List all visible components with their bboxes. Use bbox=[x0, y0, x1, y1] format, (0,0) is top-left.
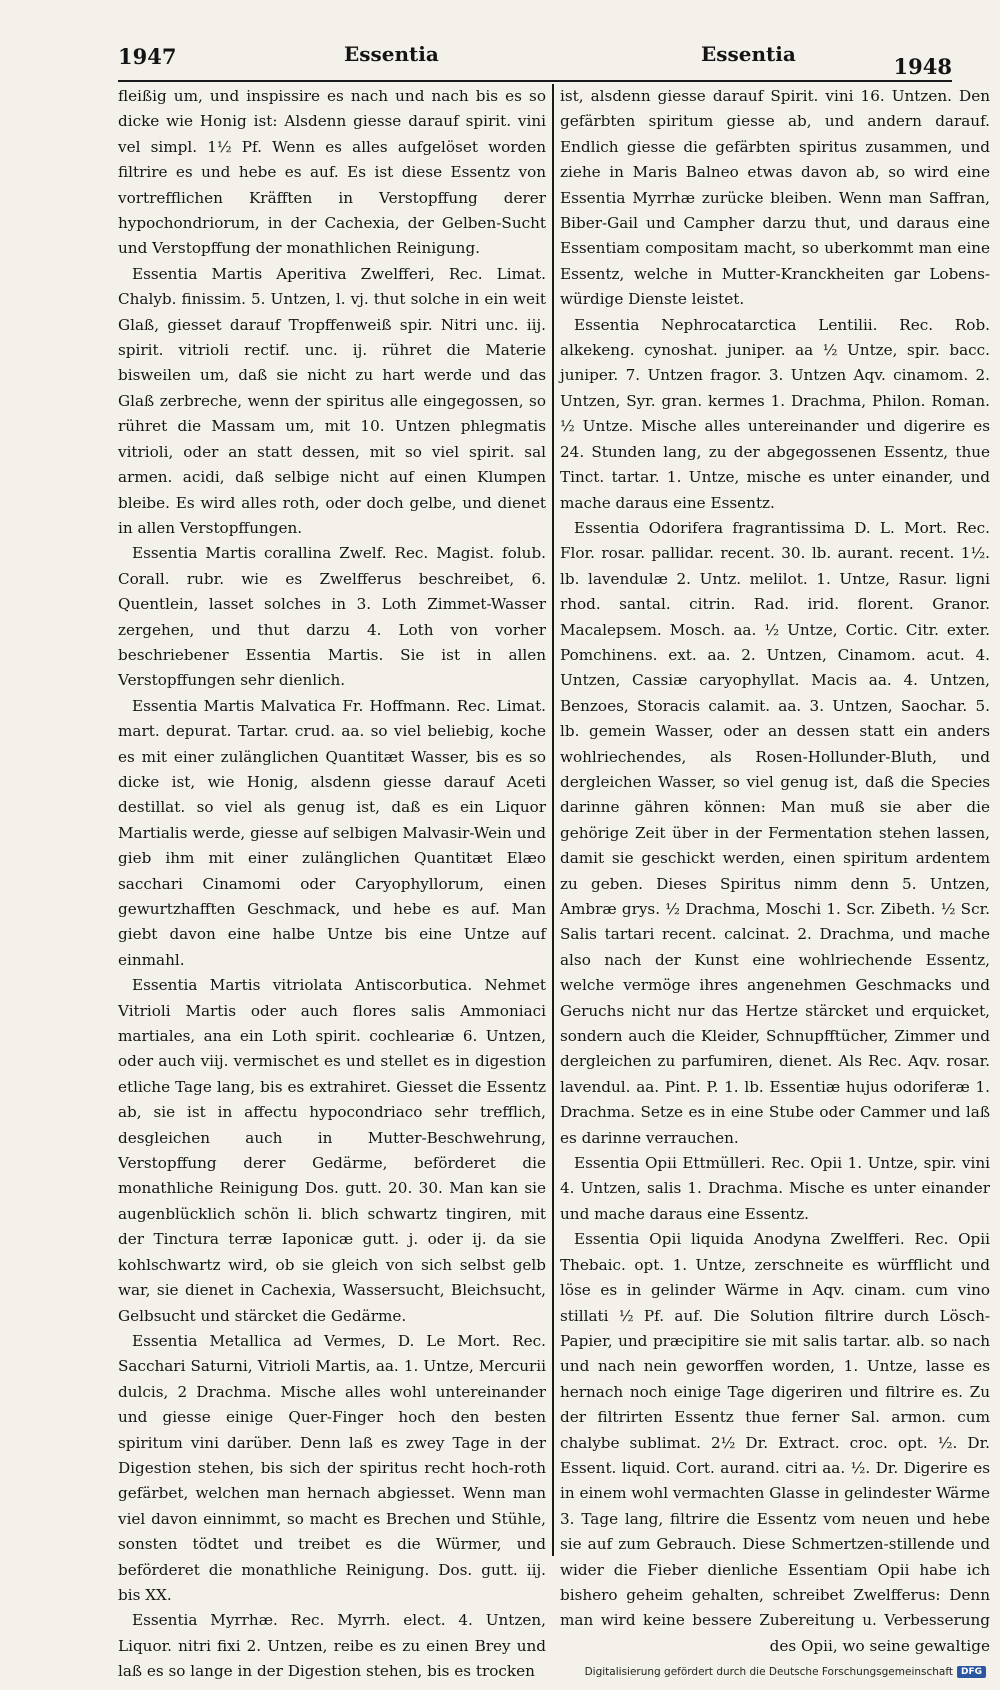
left-page-number: 1947 bbox=[118, 44, 177, 69]
right-paragraph-1: ist, alsdenn giesse darauf Spirit. vini 16. Untzen. Den gefärbten spiritum giesse ab, und andern darauf. Endlich giesse die gefärbten spiritus zusammen, und ziehe in Maris Balneo etwas davon ab, so wird eine Essentia Myrrhæ zurücke bleiben. Wenn man Saffran, Biber-Gail und Campher darzu thut, und daraus eine Essentiam compositam macht, so uberkommt man eine Essentz, welche in Mutter-Kranckheiten gar Lobens-würdige Dienste leistet. bbox=[560, 87, 990, 309]
right-column bbox=[560, 84, 990, 1655]
dfg-logo: DFG bbox=[957, 1666, 986, 1678]
entry-essentia-odorifera: Essentia Odorifera fragrantissima D. L. Mort. Rec. Flor. rosar. pallidar. recent. 30. lb. aurant. recent. 1½. lb. lavendulæ 2. Untz. melilot. 1. Untze, Rasur. ligni rhod. santal. citrin. Rad. irid. florent. Granor. Macalepsem. Mosch. aa. ½ Untze, Cortic. Citr. exter. Pomchinens. ext. aa. 2. Untzen, Cinamom. acut. 4. Untzen, Cassiæ caryophyllat. Macis aa. 4. Untzen, Benzoes, Storacis calamit. aa. 3. Untzen, Saochar. 5. lb. gemein Wasser, oder an dessen statt ein anders wohlriechendes, als Rosen-Hollunder-Bluth, und dergleichen Wasser, so viel genug ist, daß die Species darinne gähren können: Man muß sie aber die gehörige Zeit über in der Fermentation stehen lassen, damit sie geschickt werden, einen spiritum ardentem zu geben. Dieses Spiritus nimm denn 5. Untzen, Ambræ grys. ½ Drachma, Moschi 1. Scr. Zibeth. ½ Scr. Salis tartari recent. calcinat. 2. Drachma, und mache also nach der Kunst eine wohlriechende Essentz, welche vermöge ihres angenehmen Geschmacks und Geruchs nicht nur das Hertze stärcket und erquicket, sondern auch die Kleider, Schnupfftücher, Zimmer und dergleichen zu parfumiren, dienet. Als Rec. Aqv. rosar. lavendul. aa. Pint. P. 1. lb. Essentiæ hujus odoriferæ 1. Drachma. Setze es in eine Stube oder Cammer und laß es darinne verrauchen. bbox=[560, 518, 990, 1147]
entry-essentia-nephrocatarctica: Essentia Nephrocatarctica Lentilii. Rec. Rob. alkekeng. cynoshat. juniper. aa ½ Untze, spir. bacc. juniper. 7. Untzen fragor. 3. Untzen Aqv. cinamom. 2. Untzen, Syr. gran. kermes 1. Drachma, Philon. Roman. ½ Untze. Mische alles untereinander und digerire es 24. Stunden lang, zu der abgegossenen Essentz, thue Tinct. tartar. 1. Untze, mische es unter einander, und mache daraus eine Essentz. bbox=[560, 315, 990, 512]
column-divider bbox=[552, 84, 554, 1556]
entry-essentia-martis-malvatica: Essentia Martis Malvatica Fr. Hoffmann. Rec. Limat. mart. depurat. Tartar. crud. aa. so viel beliebig, koche es mit einer zulänglichen Quantitæt Wasser, bis es so dicke ist, wie Honig, alsdenn giesse darauf Aceti destillat. so viel als genug ist, daß es ein Liquor Martialis werde, giesse auf selbigen Malvasir-Wein und gieb ihm mit einer zulänglichen Quantitæt Elæo sacchari Cinamomi oder Caryophyllorum, einen gewurtzhafften Geschmack, und hebe es auf. Man giebt davon eine halbe Untze bis eine Untze auf einmahl. bbox=[118, 696, 546, 969]
digitization-footer bbox=[585, 1666, 986, 1678]
entry-essentia-opii-liquida: Essentia Opii liquida Anodyna Zwelfferi. Rec. Opii Thebaic. opt. 1. Untze, zerschneite es würfflicht und löse es in gelinder Wärme in Aqv. cinam. cum vino stillati ½ Pf. auf. Die Solution filtrire durch Lösch-Papier, und præcipitire sie mit salis tartar. alb. so nach und nach nein geworffen worden, 1. Untze, lasse es hernach noch einige Tage digeriren und filtrire es. Zu der filtrirten Essentz thue ferner Sal. armon. cum chalybe sublimat. 2½ Dr. Extract. croc. opt. ½. Dr. Essent. liquid. Cort. aurand. citri aa. ½. Dr. Digerire es in einem wohl vermachten Glasse in gelindester Wärme 3. Tage lang, filtrire die Essentz vom neuen und hebe sie auf zum Gebrauch. Diese Schmertzen-stillende und wider die Fieber dienliche Essentiam Opii habe ich bishero geheim gehalten, schreibet Zwelfferus: Denn man wird keine bessere Zubereitung u. Verbesserung des Opii, wo seine gewaltige bbox=[560, 1230, 990, 1655]
entry-essentia-martis-vitriolata: Essentia Martis vitriolata Antiscorbutica. Nehmet Vitrioli Martis oder auch flores salis Ammoniaci martiales, ana ein Loth spirit. cochleariæ 6. Untzen, oder auch viij. vermischet es und stellet es in digestion etliche Tage lang, bis es extrahiret. Giesset die Essentz ab, sie ist in affectu hypocondriaco sehr trefflich, desgleichen auch in Mutter-Beschwehrung, Verstopffung derer Gedärme, beförderet die monathliche Reinigung Dos. gutt. 20. 30. Man kan sie augenblücklich schön li. blich schwartz tingiren, mit der Tinctura terræ Iaponicæ gutt. j. oder ij. da sie kohlschwartz wird, ob sie gleich von sich selbst gelb war, sie dienet in Cachexia, Wassersucht, Bleichsucht, Gelbsucht und stärcket die Gedärme. bbox=[118, 976, 546, 1325]
header-rule bbox=[118, 80, 952, 82]
page-header bbox=[118, 38, 952, 78]
entry-essentia-myrrhae: Essentia Myrrhæ. Rec. Myrrh. elect. 4. Untzen, Liquor. nitri fixi 2. Untzen, reibe es zu einen Brey und laß es so lange in der Digestion stehen, bis es trocken bbox=[118, 1611, 546, 1681]
left-paragraph-1: fleißig um, und inspissire es nach und nach bis es so dicke wie Honig ist: Alsdenn giesse darauf spirit. vini vel simpl. 1½ Pf. Wenn es alles aufgelöset worden filtrire es und hebe es auf. Es ist diese Essentz von vortrefflichen Kräfften in Verstopffung derer hypochondriorum, in der Cachexia, der Gelben-Sucht und Verstopffung der monathlichen Reinigung. bbox=[118, 87, 546, 258]
entry-essentia-metallica-ad-vermes: Essentia Metallica ad Vermes, D. Le Mort. Rec. Sacchari Saturni, Vitrioli Martis, aa. 1. Untze, Mercurii dulcis, 2 Drachma. Mische alles wohl untereinander und giesse einige Quer-Finger hoch den besten spiritum vini darüber. Denn laß es zwey Tage in der Digestion stehen, bis sich der spiritus recht hoch-roth gefärbet, welchen man hernach abgiesset. Wenn man viel davon einnimmt, so macht es Brechen und Stühle, sonsten tödtet und treibet es die Würmer, und beförderet die monathliche Reinigung. Dos. gutt. iij. bis XX. bbox=[118, 1331, 546, 1604]
entry-essentia-opii: Essentia Opii Ettmülleri. Rec. Opii 1. Untze, spir. vini 4. Untzen, salis 1. Drachma. Mische es unter einander und mache daraus eine Essentz. bbox=[560, 1154, 990, 1223]
entry-essentia-martis-corallina: Essentia Martis corallina Zwelf. Rec. Magist. folub. Corall. rubr. wie es Zwelfferus beschreibet, 6. Quentlein, lasset solches in 3. Loth Zimmet-Wasser zergehen, und thut darzu 4. Loth von vorher beschriebener Essentia Martis. Sie ist in allen Verstopffungen sehr dienlich. bbox=[118, 544, 546, 690]
right-running-title: Essentia bbox=[701, 42, 796, 66]
footer-credit: Digitalisierung gefördert durch die Deutsche Forschungsgemeinschaft bbox=[584, 1666, 953, 1678]
right-page-number: 1948 bbox=[893, 54, 952, 79]
entry-essentia-martis-aperitiva: Essentia Martis Aperitiva Zwelfferi, Rec. Limat. Chalyb. finissim. 5. Untzen, l. vj. thut solche in ein weit Glaß, giesset darauf Tropffenweiß spir. Nitri unc. iij. spirit. vitrioli rectif. unc. ij. rühret die Materie bisweilen um, daß sie nicht zu hart werde und das Glaß zerbreche, wenn der spiritus alle eingegossen, so rühret die Massam um, mit 10. Untzen phlegmatis vitrioli, oder an statt dessen, mit so viel spirit. sal armen. acidi, daß selbige nicht auf einen Klumpen bleibe. Es wird alles roth, oder doch gelbe, und dienet in allen Verstopffungen. bbox=[118, 264, 546, 537]
left-column bbox=[118, 84, 546, 1681]
left-running-title: Essentia bbox=[344, 42, 439, 66]
